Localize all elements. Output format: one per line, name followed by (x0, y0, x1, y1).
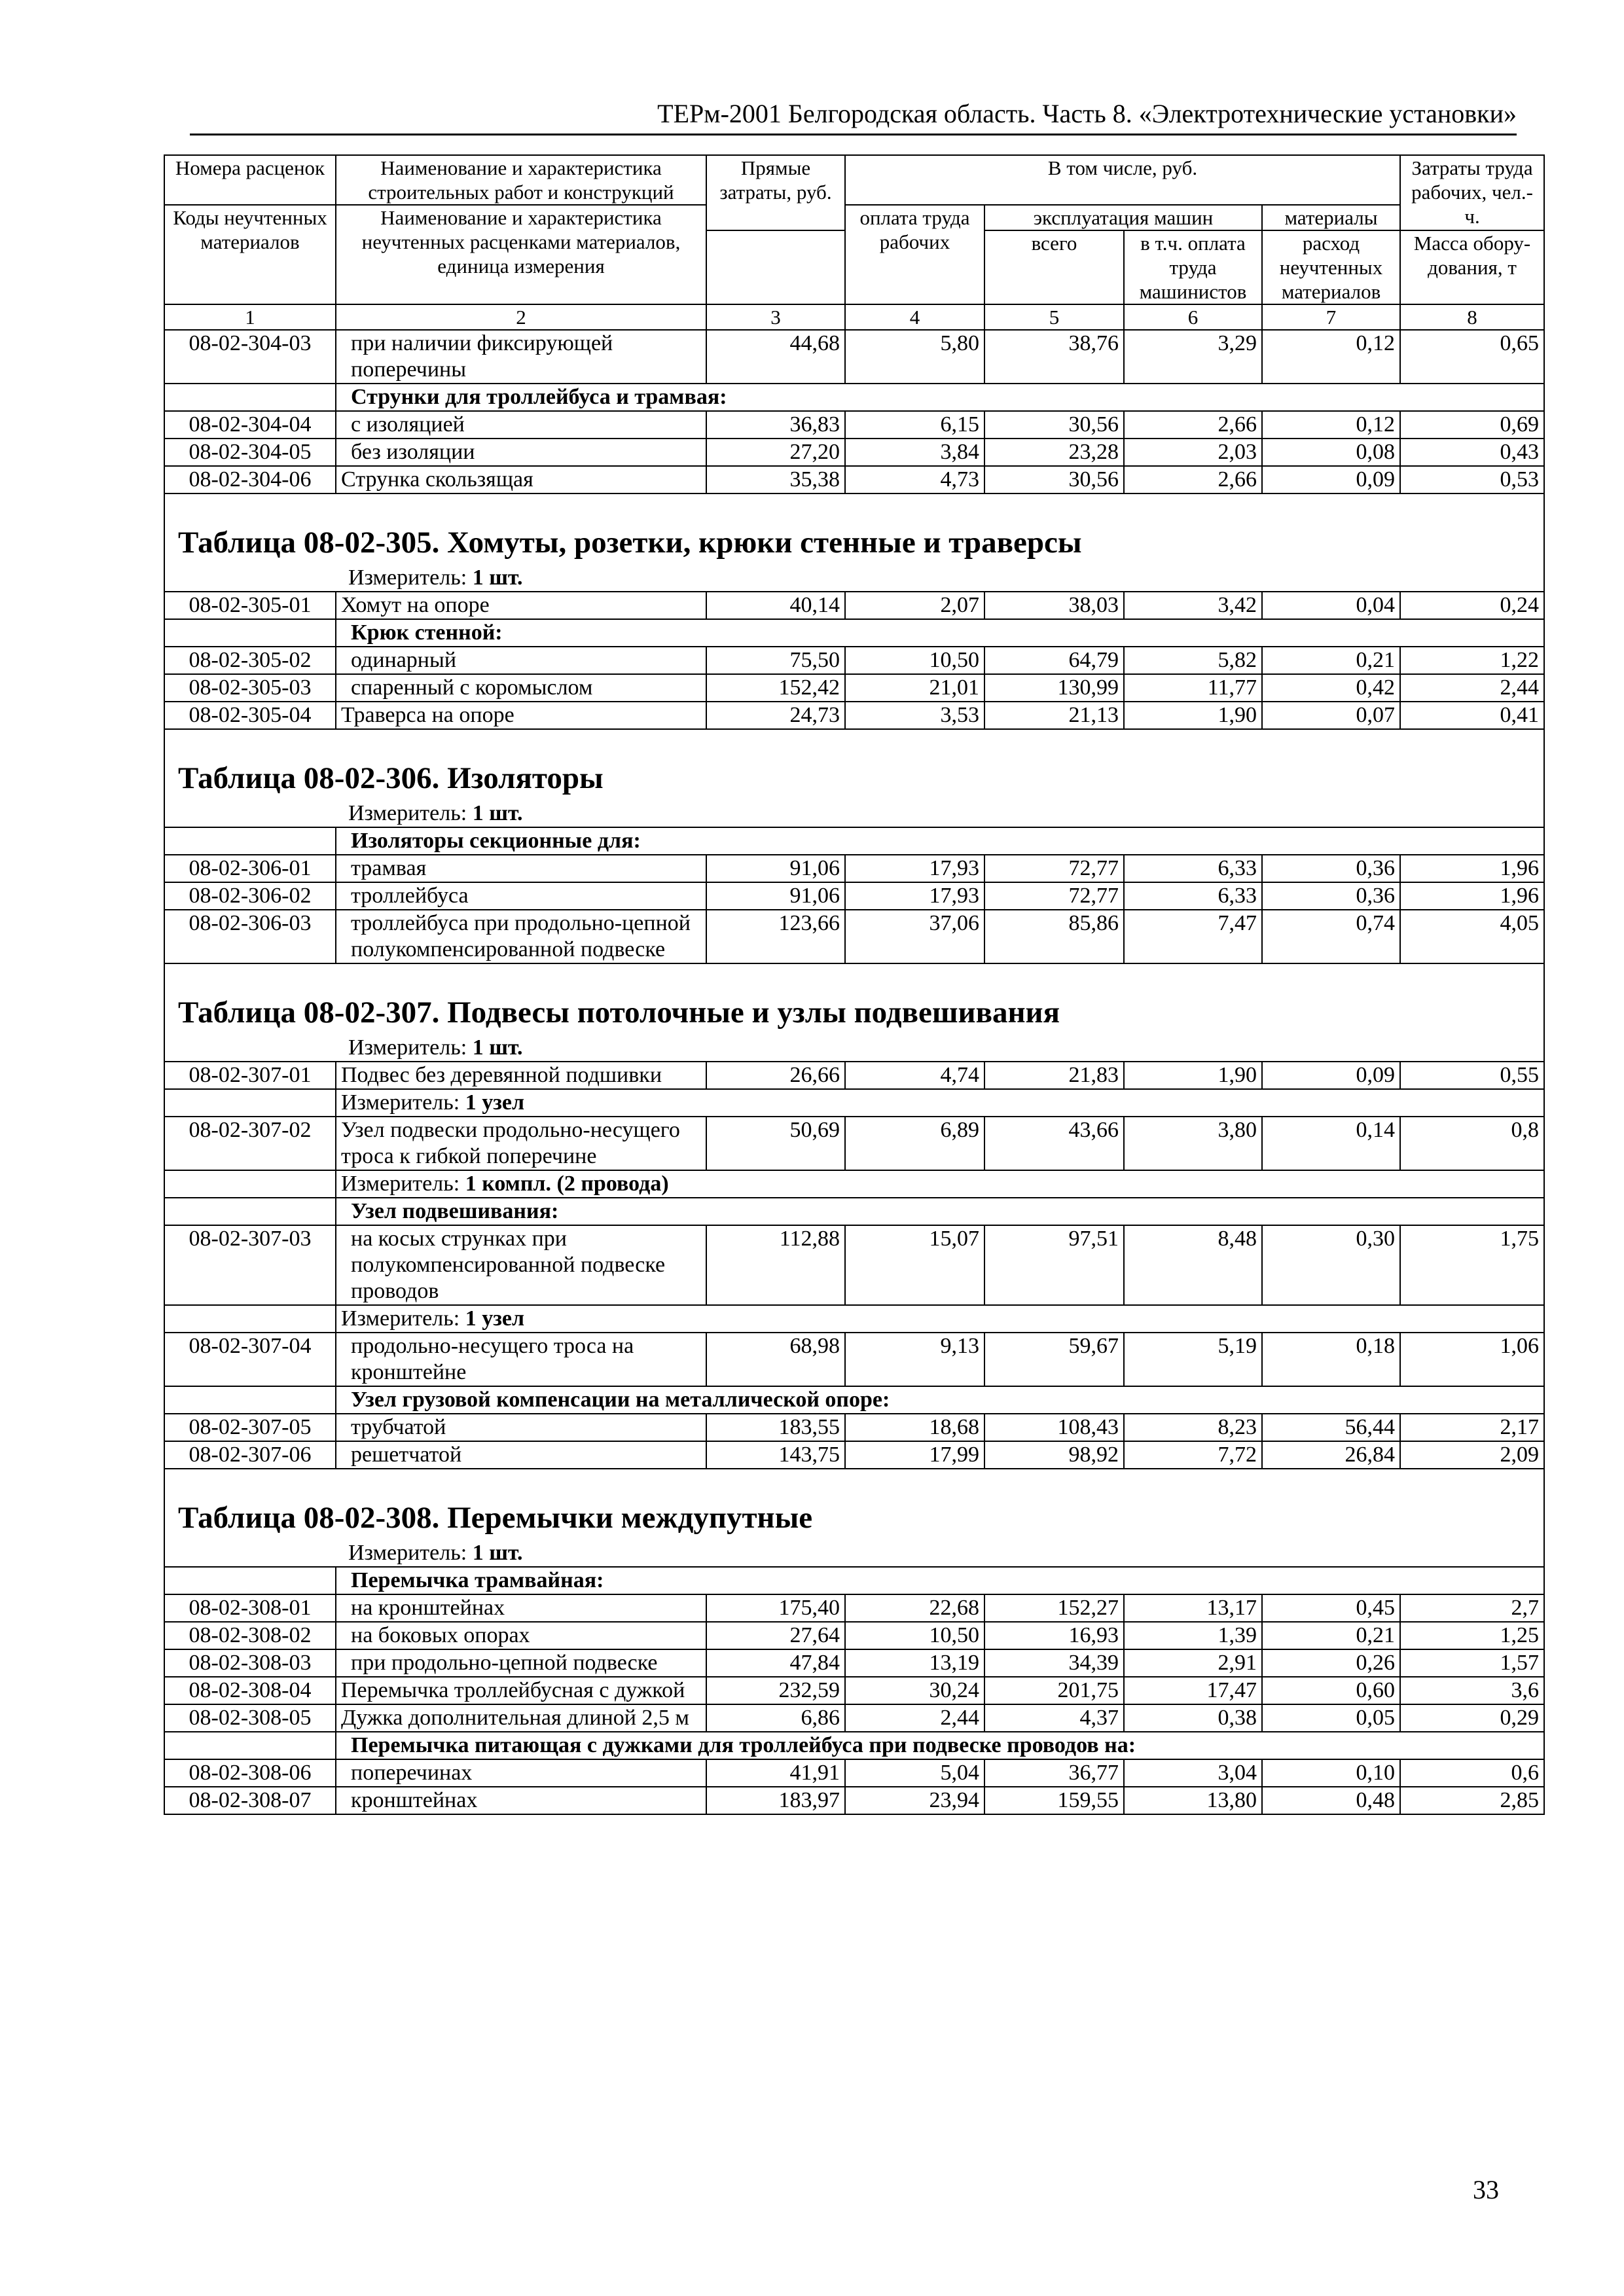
row-machines: 152,27 (984, 1594, 1124, 1622)
section-spacer (164, 1386, 336, 1414)
row-direct: 50,69 (706, 1117, 845, 1170)
row-labor-pay: 15,07 (845, 1225, 984, 1305)
row-machinists: 7,72 (1124, 1441, 1262, 1469)
row-machinists: 2,03 (1124, 439, 1262, 466)
row-direct: 41,91 (706, 1759, 845, 1787)
row-labor-cost: 2,17 (1400, 1414, 1544, 1441)
row-labor-pay: 22,68 (845, 1594, 984, 1622)
col-codes-unaccounted-header: Коды неучтенных материалов (164, 205, 336, 304)
table-title-row (164, 963, 1544, 1035)
row-code: 08-02-308-07 (164, 1787, 336, 1814)
row-code: 08-02-307-06 (164, 1441, 336, 1469)
row-labor-pay: 2,07 (845, 592, 984, 619)
row-labor-pay: 17,99 (845, 1441, 984, 1469)
row-materials: 0,26 (1262, 1649, 1400, 1677)
table-row (164, 439, 1544, 466)
row-machinists: 3,42 (1124, 592, 1262, 619)
col-number: 6 (1124, 304, 1262, 330)
row-machines: 159,55 (984, 1787, 1124, 1814)
row-machinists: 13,80 (1124, 1787, 1262, 1814)
row-materials: 0,60 (1262, 1677, 1400, 1704)
row-code: 08-02-304-04 (164, 411, 336, 439)
row-materials: 56,44 (1262, 1414, 1400, 1441)
row-name: Струнка скользящая (336, 466, 706, 493)
row-machinists: 5,19 (1124, 1333, 1262, 1386)
col-equipment-mass-header: Масса обору- дования, т (1400, 230, 1544, 304)
row-machinists: 8,48 (1124, 1225, 1262, 1305)
meter-text: Измеритель: 1 шт. (164, 565, 1544, 592)
row-code: 08-02-308-06 (164, 1759, 336, 1787)
meter-spacer (164, 1089, 336, 1117)
row-labor-pay: 4,74 (845, 1062, 984, 1089)
row-code: 08-02-306-02 (164, 882, 336, 910)
row-labor-pay: 18,68 (845, 1414, 984, 1441)
row-machinists: 1,39 (1124, 1622, 1262, 1649)
col-direct-header: Прямые затраты, руб. (706, 155, 845, 230)
row-labor-pay: 4,73 (845, 466, 984, 493)
row-machinists: 5,82 (1124, 647, 1262, 674)
table-row (164, 411, 1544, 439)
row-name: продольно-несущего троса на кронштейне (336, 1333, 706, 1386)
row-machines: 72,77 (984, 882, 1124, 910)
row-labor-cost: 0,8 (1400, 1117, 1544, 1170)
row-labor-pay: 6,15 (845, 411, 984, 439)
row-materials: 0,21 (1262, 1622, 1400, 1649)
section-spacer (164, 1198, 336, 1225)
section-spacer (164, 1732, 336, 1759)
row-materials: 0,05 (1262, 1704, 1400, 1732)
row-name: трубчатой (336, 1414, 706, 1441)
section-row (164, 384, 1544, 411)
meter-row (164, 800, 1544, 827)
table-row (164, 882, 1544, 910)
row-materials: 0,36 (1262, 855, 1400, 882)
row-direct: 123,66 (706, 910, 845, 963)
row-code: 08-02-308-04 (164, 1677, 336, 1704)
row-labor-cost: 2,09 (1400, 1441, 1544, 1469)
row-labor-pay: 10,50 (845, 647, 984, 674)
section-row (164, 619, 1544, 647)
table-row (164, 1787, 1544, 1814)
table-title: Таблица 08-02-307. Подвесы потолочные и узлы подвешивания (164, 963, 1544, 1035)
col-materials-unaccounted-header: расход неучтенных материалов (1262, 230, 1400, 304)
row-direct: 152,42 (706, 674, 845, 702)
row-direct: 47,84 (706, 1649, 845, 1677)
row-direct: 40,14 (706, 592, 845, 619)
row-machines: 36,77 (984, 1759, 1124, 1787)
row-name: без изоляции (336, 439, 706, 466)
meter-row (164, 1089, 1544, 1117)
table-row (164, 330, 1544, 384)
row-labor-cost: 0,6 (1400, 1759, 1544, 1787)
row-machines: 38,76 (984, 330, 1124, 384)
row-machinists: 3,29 (1124, 330, 1262, 384)
section-spacer (164, 384, 336, 411)
row-machinists: 11,77 (1124, 674, 1262, 702)
row-labor-pay: 23,94 (845, 1787, 984, 1814)
row-labor-cost: 1,57 (1400, 1649, 1544, 1677)
row-direct: 143,75 (706, 1441, 845, 1469)
section-spacer (164, 827, 336, 855)
row-direct: 36,83 (706, 411, 845, 439)
row-machines: 16,93 (984, 1622, 1124, 1649)
table-row (164, 1441, 1544, 1469)
table-title-row (164, 1469, 1544, 1540)
row-code: 08-02-308-01 (164, 1594, 336, 1622)
row-labor-pay: 30,24 (845, 1677, 984, 1704)
col-machinists-pay-header: в т.ч. оплата труда машинистов (1124, 230, 1262, 304)
row-code: 08-02-307-01 (164, 1062, 336, 1089)
row-code: 08-02-306-01 (164, 855, 336, 882)
row-labor-cost: 2,85 (1400, 1787, 1544, 1814)
row-labor-cost: 3,6 (1400, 1677, 1544, 1704)
col-number: 5 (984, 304, 1124, 330)
row-labor-cost: 1,06 (1400, 1333, 1544, 1386)
row-machines: 72,77 (984, 855, 1124, 882)
row-code: 08-02-305-03 (164, 674, 336, 702)
table-title: Таблица 08-02-305. Хомуты, розетки, крюки стенные и траверсы (164, 493, 1544, 565)
section-spacer (164, 619, 336, 647)
row-machines: 21,13 (984, 702, 1124, 729)
row-name: одинарный (336, 647, 706, 674)
price-table (164, 154, 1545, 1815)
col-codes-header: Номера расценок (164, 155, 336, 205)
row-machines: 130,99 (984, 674, 1124, 702)
row-code: 08-02-306-03 (164, 910, 336, 963)
row-code: 08-02-307-02 (164, 1117, 336, 1170)
meter-row (164, 1305, 1544, 1333)
running-header: ТЕРм-2001 Белгородская область. Часть 8. «Электротехнические установки» (657, 99, 1517, 128)
row-labor-pay: 3,84 (845, 439, 984, 466)
row-machines: 43,66 (984, 1117, 1124, 1170)
row-materials: 0,48 (1262, 1787, 1400, 1814)
section-row (164, 1567, 1544, 1594)
row-code: 08-02-308-05 (164, 1704, 336, 1732)
col-machines-total-header: всего (984, 230, 1124, 304)
section-title: Узел подвешивания: (336, 1198, 1544, 1225)
row-code: 08-02-307-03 (164, 1225, 336, 1305)
row-machines: 30,56 (984, 411, 1124, 439)
section-row (164, 1386, 1544, 1414)
col-number: 3 (706, 304, 845, 330)
row-name: при продольно-цепной подвеске (336, 1649, 706, 1677)
row-machines: 85,86 (984, 910, 1124, 963)
section-row (164, 827, 1544, 855)
row-labor-cost: 1,22 (1400, 647, 1544, 674)
table-title: Таблица 08-02-308. Перемычки междупутные (164, 1469, 1544, 1540)
row-materials: 0,42 (1262, 674, 1400, 702)
row-labor-pay: 17,93 (845, 855, 984, 882)
section-title: Крюк стенной: (336, 619, 1544, 647)
table-row (164, 647, 1544, 674)
row-materials: 0,08 (1262, 439, 1400, 466)
row-labor-cost: 2,7 (1400, 1594, 1544, 1622)
row-machines: 21,83 (984, 1062, 1124, 1089)
col-number: 8 (1400, 304, 1544, 330)
section-title: Изоляторы секционные для: (336, 827, 1544, 855)
row-labor-pay: 5,04 (845, 1759, 984, 1787)
row-machines: 4,37 (984, 1704, 1124, 1732)
row-machinists: 6,33 (1124, 855, 1262, 882)
table-row (164, 1062, 1544, 1089)
row-labor-pay: 13,19 (845, 1649, 984, 1677)
row-direct: 232,59 (706, 1677, 845, 1704)
row-materials: 26,84 (1262, 1441, 1400, 1469)
row-name: Подвес без деревянной подшивки (336, 1062, 706, 1089)
row-code: 08-02-305-02 (164, 647, 336, 674)
row-code: 08-02-307-05 (164, 1414, 336, 1441)
row-name: на боковых опорах (336, 1622, 706, 1649)
table-row (164, 910, 1544, 963)
row-direct: 26,66 (706, 1062, 845, 1089)
row-materials: 0,18 (1262, 1333, 1400, 1386)
row-labor-cost: 1,96 (1400, 882, 1544, 910)
table-title-row (164, 493, 1544, 565)
section-spacer (164, 1567, 336, 1594)
table-title-row (164, 729, 1544, 800)
row-machinists: 8,23 (1124, 1414, 1262, 1441)
meter-row (164, 1035, 1544, 1062)
row-name: спаренный с коромыслом (336, 674, 706, 702)
table-row (164, 1622, 1544, 1649)
table-row (164, 1594, 1544, 1622)
table-row (164, 1759, 1544, 1787)
row-machines: 98,92 (984, 1441, 1124, 1469)
section-title: Перемычка трамвайная: (336, 1567, 1544, 1594)
col-incl-header: В том числе, руб. (845, 155, 1400, 205)
row-name: поперечинах (336, 1759, 706, 1787)
row-labor-pay: 9,13 (845, 1333, 984, 1386)
row-materials: 0,04 (1262, 592, 1400, 619)
table-row (164, 674, 1544, 702)
row-labor-pay: 10,50 (845, 1622, 984, 1649)
row-machines: 38,03 (984, 592, 1124, 619)
row-code: 08-02-305-01 (164, 592, 336, 619)
row-direct: 27,64 (706, 1622, 845, 1649)
row-machines: 97,51 (984, 1225, 1124, 1305)
col-direct-header-cont (706, 230, 845, 304)
page-number: 33 (1473, 2175, 1499, 2204)
row-name: Перемычка троллейбусная с дужкой (336, 1677, 706, 1704)
row-labor-cost: 2,44 (1400, 674, 1544, 702)
row-labor-cost: 0,69 (1400, 411, 1544, 439)
section-title: Струнки для троллейбуса и трамвая: (336, 384, 1544, 411)
table-row (164, 1704, 1544, 1732)
table-row (164, 592, 1544, 619)
row-materials: 0,74 (1262, 910, 1400, 963)
row-direct: 27,20 (706, 439, 845, 466)
row-labor-cost: 1,96 (1400, 855, 1544, 882)
row-direct: 91,06 (706, 855, 845, 882)
row-direct: 75,50 (706, 647, 845, 674)
col-labor-cost-header: Затраты труда рабочих, чел.-ч. (1400, 155, 1544, 230)
meter-text: Измеритель: 1 узел (336, 1305, 1544, 1333)
table-row (164, 1333, 1544, 1386)
col-name-header: Наименование и характеристика строительных работ и конструкций (336, 155, 706, 205)
table-row (164, 855, 1544, 882)
row-direct: 91,06 (706, 882, 845, 910)
row-labor-pay: 17,93 (845, 882, 984, 910)
row-materials: 0,45 (1262, 1594, 1400, 1622)
row-machines: 59,67 (984, 1333, 1124, 1386)
table-row (164, 702, 1544, 729)
row-code: 08-02-304-06 (164, 466, 336, 493)
row-direct: 24,73 (706, 702, 845, 729)
section-row (164, 1198, 1544, 1225)
row-labor-cost: 0,29 (1400, 1704, 1544, 1732)
row-labor-pay: 6,89 (845, 1117, 984, 1170)
row-machinists: 2,66 (1124, 466, 1262, 493)
meter-text: Измеритель: 1 компл. (2 провода) (336, 1170, 1544, 1198)
section-row (164, 1732, 1544, 1759)
row-direct: 112,88 (706, 1225, 845, 1305)
meter-spacer (164, 1305, 336, 1333)
meter-text: Измеритель: 1 шт. (164, 1540, 1544, 1567)
col-labor-pay-header: оплата труда рабочих (845, 205, 984, 304)
row-labor-cost: 0,41 (1400, 702, 1544, 729)
row-labor-cost: 1,25 (1400, 1622, 1544, 1649)
row-machinists: 17,47 (1124, 1677, 1262, 1704)
row-name: троллейбуса (336, 882, 706, 910)
meter-row (164, 565, 1544, 592)
row-labor-cost: 1,75 (1400, 1225, 1544, 1305)
row-direct: 183,97 (706, 1787, 845, 1814)
row-labor-pay: 5,80 (845, 330, 984, 384)
row-machines: 23,28 (984, 439, 1124, 466)
row-machinists: 1,90 (1124, 702, 1262, 729)
row-materials: 0,30 (1262, 1225, 1400, 1305)
row-materials: 0,12 (1262, 411, 1400, 439)
meter-text: Измеритель: 1 шт. (164, 800, 1544, 827)
row-labor-pay: 21,01 (845, 674, 984, 702)
row-materials: 0,12 (1262, 330, 1400, 384)
row-machinists: 0,38 (1124, 1704, 1262, 1732)
row-direct: 44,68 (706, 330, 845, 384)
table-row (164, 1225, 1544, 1305)
row-name: при наличии фиксирующей поперечины (336, 330, 706, 384)
row-direct: 68,98 (706, 1333, 845, 1386)
meter-text: Измеритель: 1 шт. (164, 1035, 1544, 1062)
table-row (164, 1677, 1544, 1704)
col-name-unaccounted-header: Наименование и характеристика неучтенных расценками материалов, единица измерения (336, 205, 706, 304)
row-machinists: 1,90 (1124, 1062, 1262, 1089)
row-materials: 0,09 (1262, 1062, 1400, 1089)
row-machinists: 3,80 (1124, 1117, 1262, 1170)
row-materials: 0,09 (1262, 466, 1400, 493)
row-materials: 0,07 (1262, 702, 1400, 729)
col-number: 2 (336, 304, 706, 330)
row-labor-cost: 0,43 (1400, 439, 1544, 466)
row-name: троллейбуса при продольно-цепной полукомпенсированной подвеске (336, 910, 706, 963)
table-row (164, 1117, 1544, 1170)
row-direct: 183,55 (706, 1414, 845, 1441)
section-title: Узел грузовой компенсации на металлической опоре: (336, 1386, 1544, 1414)
row-machinists: 6,33 (1124, 882, 1262, 910)
row-name: решетчатой (336, 1441, 706, 1469)
meter-row (164, 1540, 1544, 1567)
row-labor-pay: 2,44 (845, 1704, 984, 1732)
row-direct: 175,40 (706, 1594, 845, 1622)
col-machines-header: эксплуатация машин (984, 205, 1262, 230)
table-row (164, 1649, 1544, 1677)
row-name: кронштейнах (336, 1787, 706, 1814)
row-name: трамвая (336, 855, 706, 882)
row-name: с изоляцией (336, 411, 706, 439)
row-labor-cost: 0,53 (1400, 466, 1544, 493)
row-machines: 30,56 (984, 466, 1124, 493)
row-code: 08-02-308-02 (164, 1622, 336, 1649)
col-materials-header: материалы (1262, 205, 1400, 230)
row-code: 08-02-304-03 (164, 330, 336, 384)
meter-row (164, 1170, 1544, 1198)
meter-text: Измеритель: 1 узел (336, 1089, 1544, 1117)
table-title: Таблица 08-02-306. Изоляторы (164, 729, 1544, 800)
row-machines: 108,43 (984, 1414, 1124, 1441)
table-row (164, 1414, 1544, 1441)
row-labor-pay: 3,53 (845, 702, 984, 729)
row-materials: 0,21 (1262, 647, 1400, 674)
row-machinists: 2,66 (1124, 411, 1262, 439)
row-labor-pay: 37,06 (845, 910, 984, 963)
table-row (164, 466, 1544, 493)
row-machines: 201,75 (984, 1677, 1124, 1704)
row-machines: 34,39 (984, 1649, 1124, 1677)
row-name: Хомут на опоре (336, 592, 706, 619)
col-number: 4 (845, 304, 984, 330)
row-materials: 0,10 (1262, 1759, 1400, 1787)
row-machines: 64,79 (984, 647, 1124, 674)
row-name: на кронштейнах (336, 1594, 706, 1622)
row-code: 08-02-308-03 (164, 1649, 336, 1677)
row-machinists: 3,04 (1124, 1759, 1262, 1787)
row-code: 08-02-305-04 (164, 702, 336, 729)
row-labor-cost: 0,65 (1400, 330, 1544, 384)
col-number: 7 (1262, 304, 1400, 330)
row-labor-cost: 0,55 (1400, 1062, 1544, 1089)
row-materials: 0,14 (1262, 1117, 1400, 1170)
row-labor-cost: 4,05 (1400, 910, 1544, 963)
row-machinists: 7,47 (1124, 910, 1262, 963)
row-name: на косых струнках при полукомпенсированной подвеске проводов (336, 1225, 706, 1305)
row-name: Дужка дополнительная длиной 2,5 м (336, 1704, 706, 1732)
col-number: 1 (164, 304, 336, 330)
row-materials: 0,36 (1262, 882, 1400, 910)
meter-spacer (164, 1170, 336, 1198)
row-name: Траверса на опоре (336, 702, 706, 729)
header-rule (190, 134, 1517, 135)
section-title: Перемычка питающая с дужками для троллейбуса при подвеске проводов на: (336, 1732, 1544, 1759)
row-direct: 35,38 (706, 466, 845, 493)
row-code: 08-02-307-04 (164, 1333, 336, 1386)
row-code: 08-02-304-05 (164, 439, 336, 466)
row-machinists: 13,17 (1124, 1594, 1262, 1622)
row-machinists: 2,91 (1124, 1649, 1262, 1677)
row-labor-cost: 0,24 (1400, 592, 1544, 619)
row-direct: 6,86 (706, 1704, 845, 1732)
row-name: Узел подвески продольно-несущего троса к гибкой поперечине (336, 1117, 706, 1170)
